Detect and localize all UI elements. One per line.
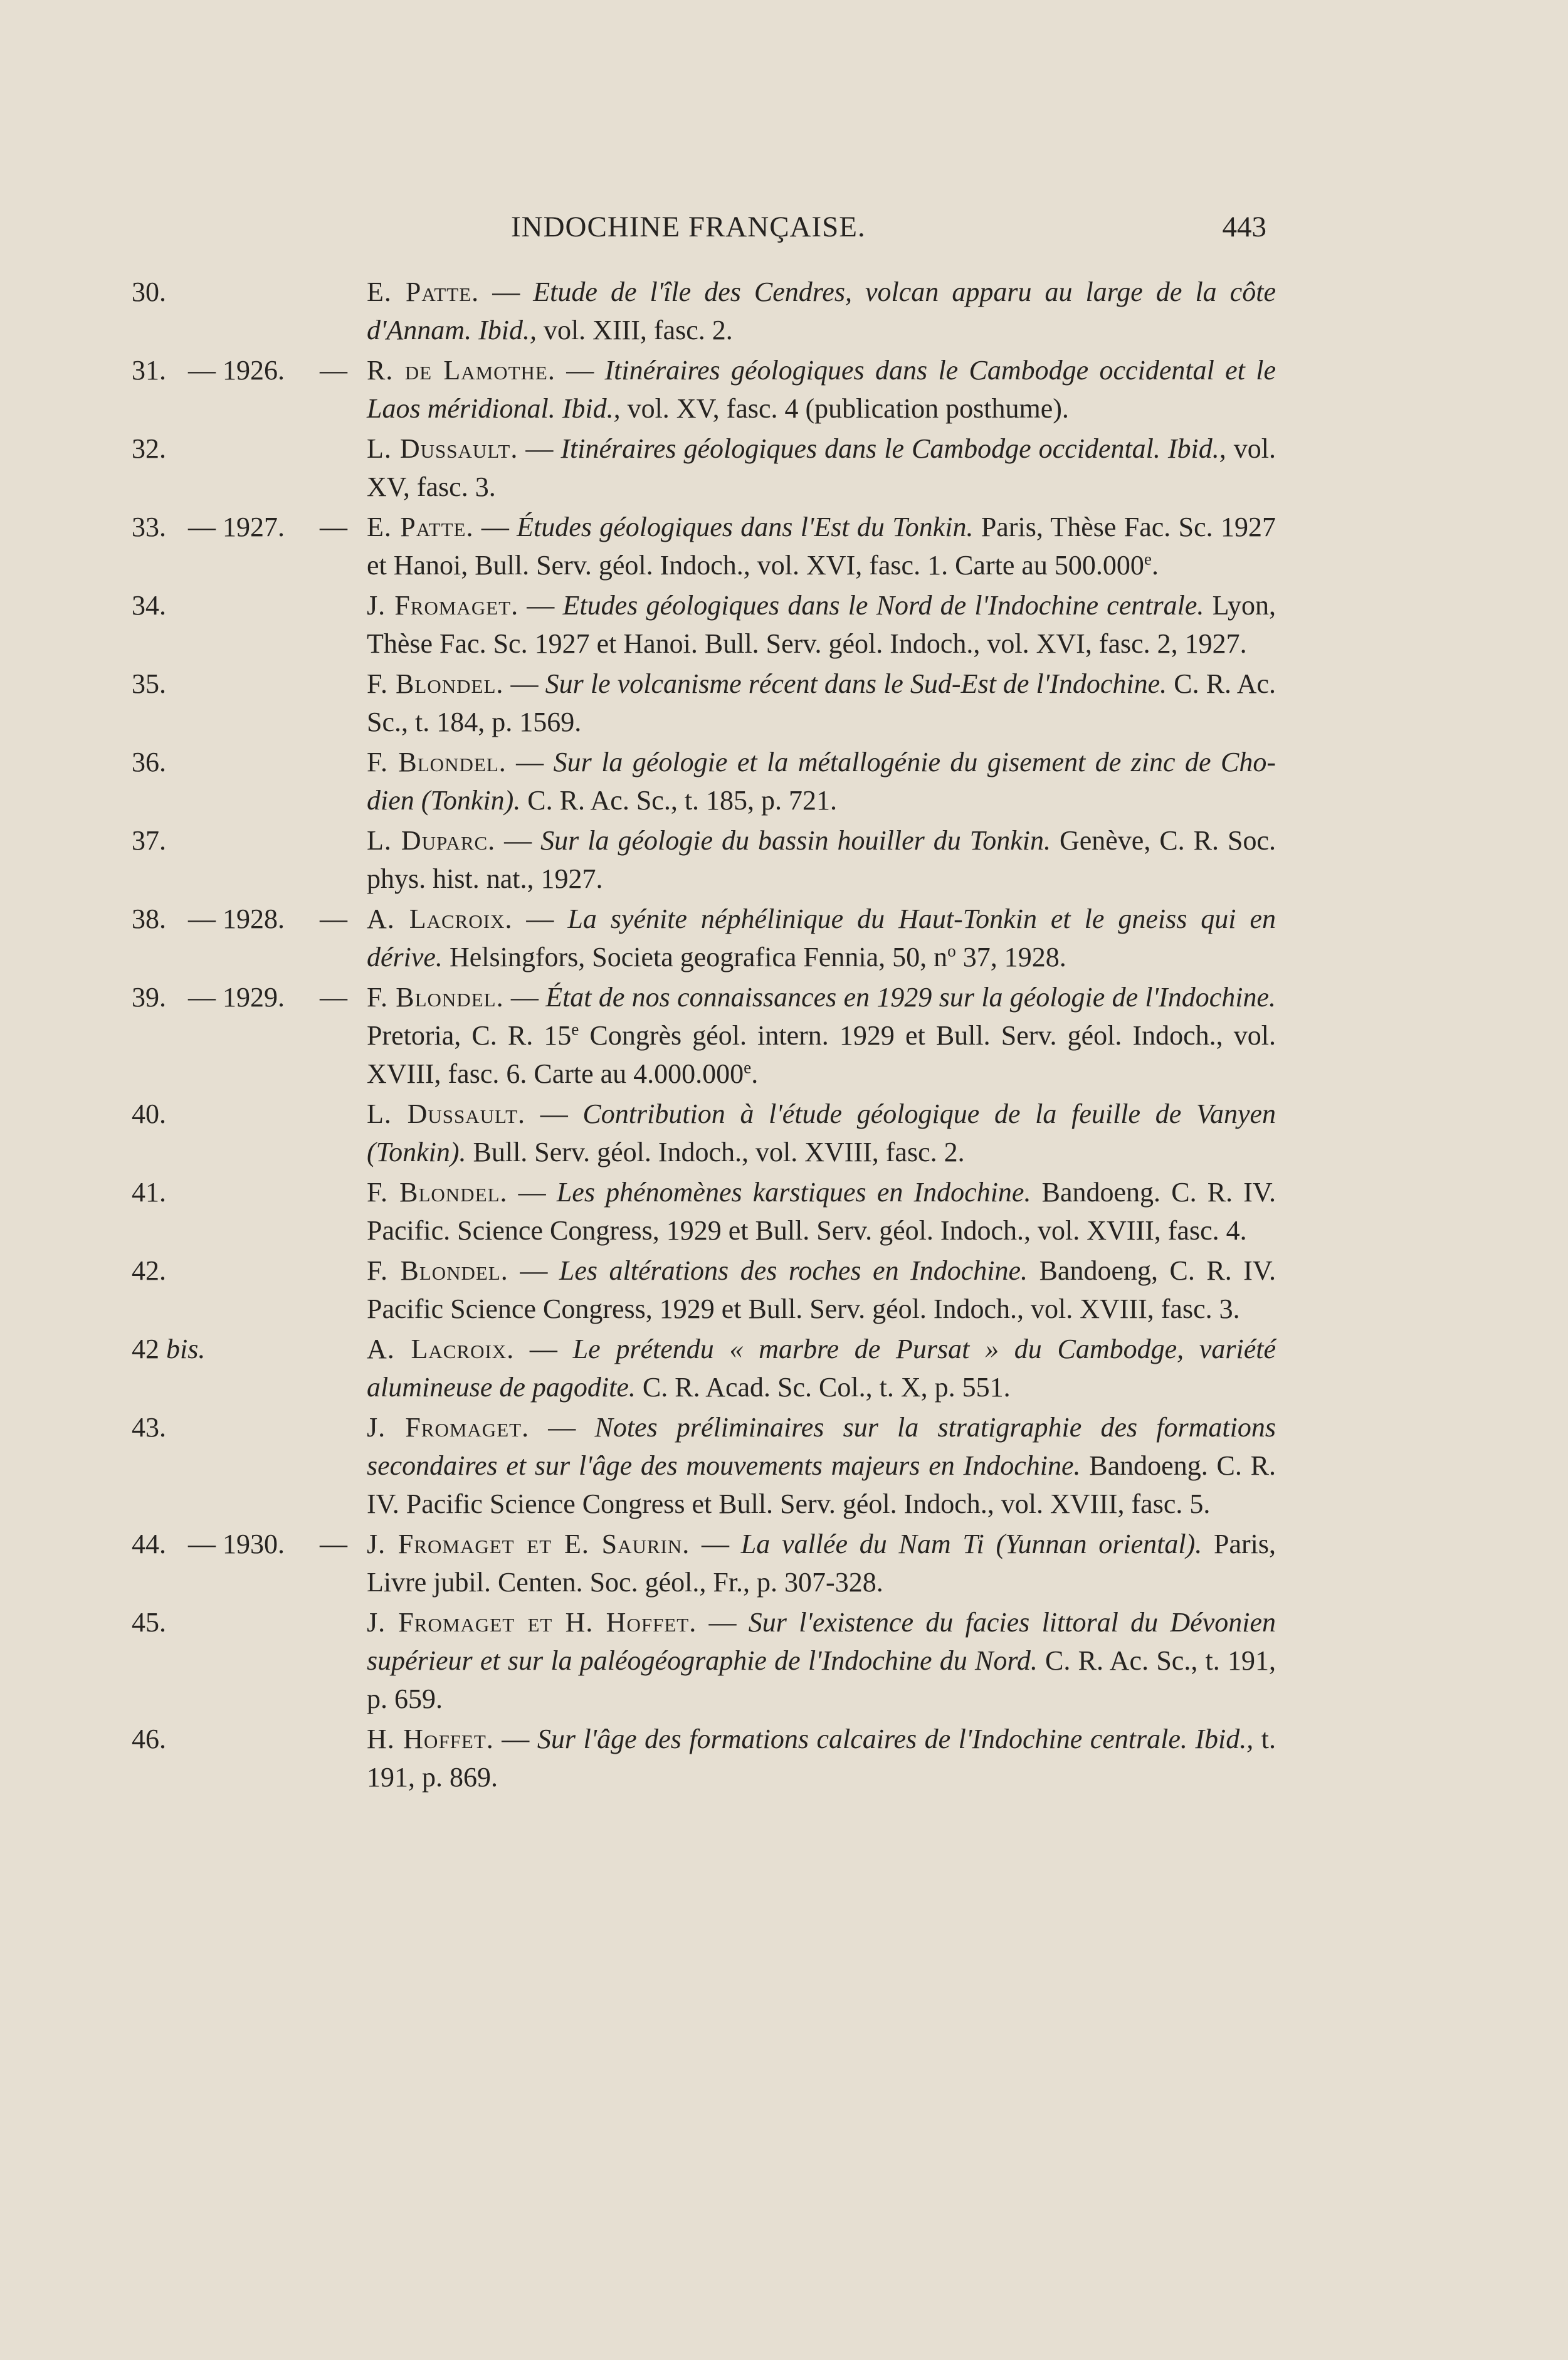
entry-number <box>132 1408 166 1446</box>
entry-number-value: 43. <box>132 1412 166 1443</box>
bibliography-entry <box>132 821 1276 898</box>
bibliography-entry <box>132 1095 1276 1171</box>
entry-citation <box>367 1095 1276 1171</box>
running-header <box>511 210 1266 254</box>
entry-year: — 1929. <box>188 982 285 1013</box>
page-number: 443 <box>1222 211 1266 243</box>
entry-title: Sur la géologie et la métallogénie du gisement de zinc de Cho-dien (Tonkin). <box>367 747 1276 816</box>
entry-number <box>132 273 166 311</box>
entry-publication-end: . <box>751 1058 759 1089</box>
entry-publication: C. R. Acad. Sc. Col., t. X, p. 551. <box>635 1372 1011 1403</box>
running-title: INDOCHINE FRANÇAISE. <box>511 211 866 243</box>
entry-separator: — <box>495 825 541 856</box>
entry-dash: — <box>320 1529 347 1559</box>
entry-number <box>132 1720 166 1758</box>
entry-number-value: 37. <box>132 825 166 856</box>
entry-citation <box>367 1408 1276 1523</box>
entry-citation <box>367 1173 1276 1250</box>
entry-publication: C. R. Ac. Sc., t. 184, p. 1569. <box>367 668 1276 737</box>
entry-publication: Bandoeng, C. R. IV. Pacific Science Congress, 1929 et Bull. Serv. géol. Indoch., vol. XVIII, fasc. 3. <box>367 1255 1276 1324</box>
entry-citation <box>367 665 1276 741</box>
entry-number <box>132 1603 166 1641</box>
bibliography-entry <box>132 351 1276 428</box>
entry-separator: — <box>503 668 545 699</box>
entry-author: F. Blondel. <box>367 1177 508 1208</box>
bibliography-entry <box>132 508 1276 584</box>
entry-citation <box>367 273 1276 349</box>
entry-number <box>132 586 166 624</box>
entry-author: L. Duparc. <box>367 825 496 856</box>
bibliography-entry <box>132 1603 1276 1718</box>
superscript: e <box>571 1019 579 1039</box>
entry-separator: — <box>514 1334 573 1364</box>
entry-year: — 1927. <box>188 512 285 542</box>
entry-publication: Pretoria, C. R. 15 <box>367 1020 572 1051</box>
entry-publication: Lyon, Thèse Fac. Sc. 1927 et Hanoi. Bull. Serv. géol. Indoch., vol. XVI, fasc. 2, 1927. <box>367 590 1276 659</box>
entry-author: F. Blondel. <box>367 982 504 1013</box>
bibliography-entry <box>132 1330 1276 1406</box>
bibliography-entry <box>132 429 1276 506</box>
entry-number-value: 46. <box>132 1724 166 1754</box>
entry-publication: Paris, Livre jubil. Centen. Soc. géol., Fr., p. 307-328. <box>367 1529 1276 1598</box>
bibliography-entry <box>132 1251 1276 1328</box>
entry-number-value: 34. <box>132 590 166 621</box>
entry-citation <box>367 743 1276 819</box>
entry-publication: Bandoeng. C. R. IV. Pacific Science Congress et Bull. Serv. géol. Indoch., vol. XVIII, fasc. 5. <box>367 1450 1276 1519</box>
entry-author: A. Lacroix. <box>367 1334 515 1364</box>
entry-number <box>132 1095 166 1133</box>
entry-number-value: 35. <box>132 668 166 699</box>
entry-separator: — <box>512 903 568 934</box>
entry-author: R. de Lamothe. <box>367 355 555 386</box>
bibliography-entry <box>132 665 1276 741</box>
entry-title: Sur le volcanisme récent dans le Sud-Est de l'Indochine. <box>545 668 1167 699</box>
entry-number-value: 41. <box>132 1177 166 1208</box>
entry-number <box>132 508 166 546</box>
entry-title: La vallée du Nam Ti (Yunnan oriental). <box>740 1529 1202 1559</box>
entry-number <box>132 429 166 468</box>
entry-number <box>132 743 166 781</box>
entry-separator: — <box>697 1607 749 1638</box>
entry-title: Itinéraires géologiques dans le Cambodge occidental et le Laos méridional. Ibid., <box>367 355 1276 424</box>
entry-author: E. Patte. <box>367 277 480 307</box>
entry-separator: — <box>503 982 546 1013</box>
entry-number <box>132 900 166 938</box>
entry-number <box>132 1525 166 1563</box>
entry-author: J. Fromaget et H. Hoffet. <box>367 1607 697 1638</box>
entry-number <box>132 821 166 860</box>
bibliography-entry <box>132 586 1276 663</box>
entry-citation <box>367 508 1276 584</box>
entry-publication: C. R. Ac. Sc., t. 191, p. 659. <box>367 1645 1276 1714</box>
entry-title: Le prétendu « marbre de Pursat » du Cambodge, variété alumineuse de pagodite. <box>367 1334 1276 1403</box>
entry-author: J. Fromaget et E. Saurin. <box>367 1529 690 1559</box>
entry-author: J. Fromaget. <box>367 1412 530 1443</box>
entry-separator: — <box>473 512 517 542</box>
bibliography-entry <box>132 1173 1276 1250</box>
entry-citation <box>367 1603 1276 1718</box>
entry-publication: vol. XV, fasc. 4 (publication posthume). <box>620 393 1069 424</box>
entry-publication: Paris, Thèse Fac. Sc. 1927 et Hanoi, Bull. Serv. géol. Indoch., vol. XVI, fasc. 1. Carte au 500.000 <box>367 512 1276 581</box>
entry-separator: — <box>518 433 561 464</box>
bibliography-entry <box>132 900 1276 976</box>
entry-publication-cont: Congrès géol. intern. 1929 et Bull. Serv. géol. Indoch., vol. XVIII, fasc. 6. Carte au 4.000.000 <box>367 1020 1276 1089</box>
entry-separator: — <box>525 1098 583 1129</box>
entry-separator: — <box>506 747 554 777</box>
entry-number-value: 33. <box>132 512 166 542</box>
entry-year: — 1928. <box>188 903 285 934</box>
entry-publication: Helsingfors, Societa geografica Fennia, 50, n <box>442 942 948 972</box>
entry-publication: Bull. Serv. géol. Indoch., vol. XVIII, fasc. 2. <box>466 1137 965 1167</box>
entry-citation <box>367 978 1276 1093</box>
entry-number-value: 42 <box>132 1334 159 1364</box>
entry-publication-cont: . <box>1152 550 1159 581</box>
entry-number-value: 39. <box>132 982 166 1013</box>
bibliography-list <box>132 273 1276 1798</box>
entry-title: Les phénomènes karstiques en Indochine. <box>556 1177 1031 1208</box>
entry-citation <box>367 1720 1276 1796</box>
entry-author: L. Dussault. <box>367 433 518 464</box>
entry-year: — 1930. <box>188 1529 285 1559</box>
superscript: e <box>744 1058 752 1077</box>
entry-separator: — <box>493 1724 537 1754</box>
bibliography-entry <box>132 273 1276 349</box>
entry-author: F. Blondel. <box>367 668 504 699</box>
entry-number <box>132 978 166 1016</box>
entry-author: F. Blondel. <box>367 1255 508 1286</box>
entry-number-bis: bis. <box>159 1334 206 1364</box>
entry-publication: Bandoeng. C. R. IV. Pacific. Science Congress, 1929 et Bull. Serv. géol. Indoch., vol. XVIII, fasc. 4. <box>367 1177 1276 1246</box>
entry-separator: — <box>555 355 605 386</box>
entry-number-value: 42. <box>132 1255 166 1286</box>
entry-separator: — <box>690 1529 741 1559</box>
entry-separator: — <box>507 1177 557 1208</box>
entry-citation <box>367 1251 1276 1328</box>
entry-number-value: 36. <box>132 747 166 777</box>
entry-number <box>132 1173 166 1211</box>
entry-title: Etude de l'île des Cendres, volcan apparu au large de la côte d'Annam. Ibid., <box>367 277 1276 345</box>
bibliography-entry <box>132 978 1276 1093</box>
entry-publication: Genève, C. R. Soc. phys. hist. nat., 1927. <box>367 825 1276 894</box>
entry-title: La syénite néphélinique du Haut-Tonkin et le gneiss qui en dérive. <box>367 903 1276 972</box>
entry-citation <box>367 429 1276 506</box>
entry-dash: — <box>320 903 347 934</box>
entry-publication-cont: 37, 1928. <box>955 942 1066 972</box>
entry-number-value: 31. <box>132 355 166 386</box>
entry-number <box>132 351 166 389</box>
superscript: e <box>1144 549 1152 569</box>
entry-publication: vol. XV, fasc. 3. <box>367 433 1276 502</box>
entry-year: — 1926. <box>188 355 285 386</box>
entry-author: F. Blondel. <box>367 747 507 777</box>
entry-title: Etudes géologiques dans le Nord de l'Indochine centrale. <box>562 590 1204 621</box>
entry-separator: — <box>508 1255 559 1286</box>
entry-citation <box>367 900 1276 976</box>
bibliography-entry <box>132 743 1276 819</box>
entry-title: Les altérations des roches en Indochine. <box>559 1255 1028 1286</box>
entry-publication: vol. XIII, fasc. 2. <box>536 315 733 345</box>
entry-title: Sur la géologie du bassin houiller du Tonkin. <box>540 825 1051 856</box>
entry-citation <box>367 1525 1276 1601</box>
entry-publication: C. R. Ac. Sc., t. 185, p. 721. <box>520 785 838 816</box>
entry-number-value: 38. <box>132 903 166 934</box>
superscript: o <box>947 941 956 961</box>
entry-number-value: 32. <box>132 433 166 464</box>
entry-title: Sur l'âge des formations calcaires de l'Indochine centrale. Ibid., <box>537 1724 1254 1754</box>
entry-citation <box>367 1330 1276 1406</box>
entry-number-value: 45. <box>132 1607 166 1638</box>
entry-title: Sur l'existence du facies littoral du Dévonien supérieur et sur la paléogéographie de l'Indochine du Nord. <box>367 1607 1276 1676</box>
entry-title: Études géologiques dans l'Est du Tonkin. <box>517 512 974 542</box>
bibliography-entry <box>132 1408 1276 1523</box>
entry-number <box>132 1251 166 1290</box>
entry-dash: — <box>320 512 347 542</box>
entry-citation <box>367 351 1276 428</box>
entry-publication: t. 191, p. 869. <box>367 1724 1276 1793</box>
entry-number <box>132 1330 205 1368</box>
entry-author: E. Patte. <box>367 512 474 542</box>
entry-citation <box>367 821 1276 898</box>
entry-separator: — <box>518 590 563 621</box>
entry-number-value: 44. <box>132 1529 166 1559</box>
entry-dash: — <box>320 982 347 1013</box>
bibliography-entry <box>132 1720 1276 1796</box>
entry-dash: — <box>320 355 347 386</box>
entry-separator: — <box>479 277 534 307</box>
entry-separator: — <box>529 1412 595 1443</box>
entry-title: État de nos connaissances en 1929 sur la géologie de l'Indochine. <box>545 982 1276 1013</box>
entry-title: Itinéraires géologiques dans le Cambodge occidental. Ibid., <box>560 433 1226 464</box>
entry-number-value: 30. <box>132 277 166 307</box>
entry-author: L. Dussault. <box>367 1098 526 1129</box>
bibliography-entry <box>132 1525 1276 1601</box>
entry-author: J. Fromaget. <box>367 590 519 621</box>
entry-title: Contribution à l'étude géologique de la feuille de Vanyen (Tonkin). <box>367 1098 1276 1167</box>
entry-citation <box>367 586 1276 663</box>
entry-number <box>132 665 166 703</box>
entry-author: A. Lacroix. <box>367 903 513 934</box>
entry-author: H. Hoffet. <box>367 1724 494 1754</box>
entry-title: Notes préliminaires sur la stratigraphie des formations secondaires et sur l'âge des mouvements majeurs en Indochine. <box>367 1412 1276 1481</box>
entry-number-value: 40. <box>132 1098 166 1129</box>
